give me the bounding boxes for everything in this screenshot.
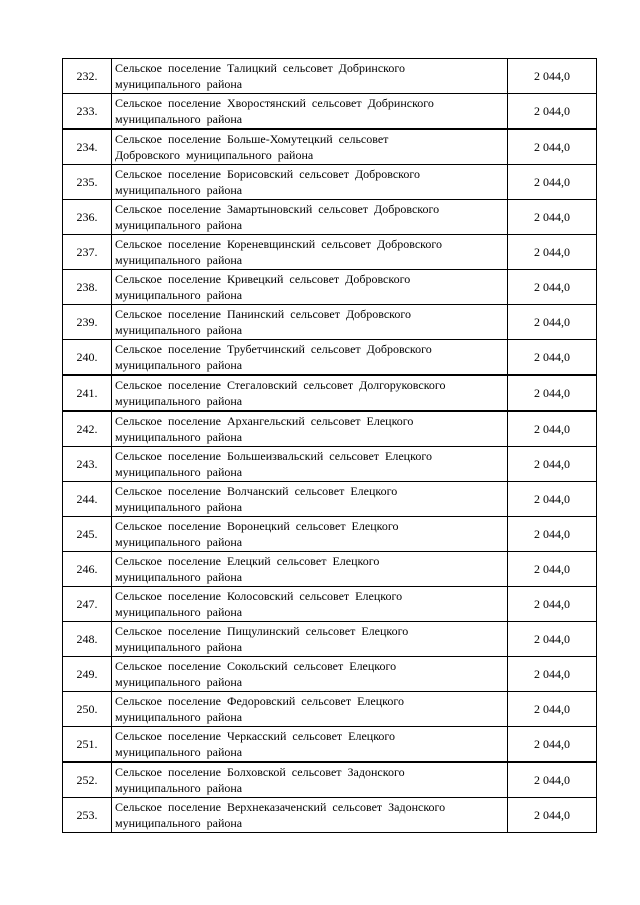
- amount: 2 044,0: [508, 200, 597, 235]
- table-row: [63, 657, 597, 692]
- row-number: 249.: [63, 657, 112, 692]
- settlement-name-line2: муниципального района: [115, 535, 243, 549]
- amount: 2 044,0: [508, 165, 597, 200]
- row-number: 242.: [63, 411, 112, 447]
- row-number: 241.: [63, 375, 112, 411]
- table-row: [63, 447, 597, 482]
- row-number: 252.: [63, 762, 112, 798]
- settlement-name-line1: Сельское поселение Черкасский сельсовет Елецкого: [115, 729, 396, 743]
- amount: 2 044,0: [508, 305, 597, 340]
- table-row: [63, 270, 597, 305]
- table-row: [63, 482, 597, 517]
- settlement-name-line2: муниципального района: [115, 253, 243, 267]
- settlement-name: [112, 340, 508, 376]
- row-number: 247.: [63, 587, 112, 622]
- table-row: [63, 762, 597, 798]
- table-row: [63, 622, 597, 657]
- allocation-table: [62, 58, 597, 833]
- table-row: [63, 411, 597, 447]
- settlement-name: [112, 447, 508, 482]
- row-number: 246.: [63, 552, 112, 587]
- amount: 2 044,0: [508, 270, 597, 305]
- row-number: 236.: [63, 200, 112, 235]
- table-row: [63, 552, 597, 587]
- amount: 2 044,0: [508, 552, 597, 587]
- table-row: [63, 165, 597, 200]
- table-row: [63, 587, 597, 622]
- settlement-name-line1: Сельское поселение Больше-Хомутецкий сельсовет: [115, 132, 389, 146]
- amount: 2 044,0: [508, 482, 597, 517]
- settlement-name-line1: Сельское поселение Пищулинский сельсовет Елецкого: [115, 624, 409, 638]
- settlement-name-line1: Сельское поселение Кривецкий сельсовет Добровского: [115, 272, 411, 286]
- table-row: [63, 798, 597, 833]
- settlement-name-line1: Сельское поселение Стегаловский сельсовет Долгоруковского: [115, 378, 446, 392]
- row-number: 237.: [63, 235, 112, 270]
- settlement-name-line1: Сельское поселение Замартыновский сельсовет Добровского: [115, 202, 440, 216]
- settlement-name-line1: Сельское поселение Елецкий сельсовет Елецкого: [115, 554, 380, 568]
- settlement-name-line2: муниципального района: [115, 816, 243, 830]
- table-row: [63, 59, 597, 94]
- settlement-name-line1: Сельское поселение Хворостянский сельсовет Добринского: [115, 96, 434, 110]
- settlement-name-line2: муниципального района: [115, 675, 243, 689]
- row-number: 239.: [63, 305, 112, 340]
- settlement-name: [112, 129, 508, 165]
- settlement-name-line2: муниципального района: [115, 218, 243, 232]
- table-row: [63, 200, 597, 235]
- settlement-name-line2: Добровского муниципального района: [115, 148, 314, 162]
- settlement-name-line1: Сельское поселение Верхнеказаченский сельсовет Задонского: [115, 800, 446, 814]
- amount: 2 044,0: [508, 411, 597, 447]
- row-number: 233.: [63, 94, 112, 130]
- settlement-name: [112, 517, 508, 552]
- amount: 2 044,0: [508, 622, 597, 657]
- settlement-name-line1: Сельское поселение Борисовский сельсовет Добровского: [115, 167, 421, 181]
- settlement-name-line1: Сельское поселение Талицкий сельсовет Добринского: [115, 61, 405, 75]
- amount: 2 044,0: [508, 762, 597, 798]
- settlement-name-line1: Сельское поселение Колосовский сельсовет Елецкого: [115, 589, 403, 603]
- amount: 2 044,0: [508, 340, 597, 376]
- table-body: [63, 59, 597, 833]
- row-number: 244.: [63, 482, 112, 517]
- settlement-name: [112, 482, 508, 517]
- settlement-name-line2: муниципального района: [115, 430, 243, 444]
- row-number: 248.: [63, 622, 112, 657]
- settlement-name-line1: Сельское поселение Кореневщинский сельсовет Добровского: [115, 237, 442, 251]
- settlement-name: [112, 165, 508, 200]
- settlement-name: [112, 235, 508, 270]
- amount: 2 044,0: [508, 727, 597, 763]
- settlement-name-line2: муниципального района: [115, 710, 243, 724]
- amount: 2 044,0: [508, 798, 597, 833]
- settlement-name-line2: муниципального района: [115, 288, 243, 302]
- settlement-name-line2: муниципального района: [115, 112, 243, 126]
- amount: 2 044,0: [508, 235, 597, 270]
- row-number: 232.: [63, 59, 112, 94]
- row-number: 240.: [63, 340, 112, 376]
- settlement-name: [112, 622, 508, 657]
- settlement-name-line2: муниципального района: [115, 77, 243, 91]
- table-row: [63, 305, 597, 340]
- settlement-name: [112, 270, 508, 305]
- settlement-name: [112, 411, 508, 447]
- settlement-name: [112, 200, 508, 235]
- settlement-name-line2: муниципального района: [115, 323, 243, 337]
- settlement-name-line2: муниципального района: [115, 570, 243, 584]
- amount: 2 044,0: [508, 517, 597, 552]
- row-number: 243.: [63, 447, 112, 482]
- settlement-name-line2: муниципального района: [115, 358, 243, 372]
- row-number: 245.: [63, 517, 112, 552]
- table-row: [63, 94, 597, 130]
- settlement-name-line1: Сельское поселение Сокольский сельсовет Елецкого: [115, 659, 397, 673]
- amount: 2 044,0: [508, 587, 597, 622]
- amount: 2 044,0: [508, 657, 597, 692]
- row-number: 234.: [63, 129, 112, 165]
- settlement-name-line1: Сельское поселение Болховской сельсовет Задонского: [115, 765, 405, 779]
- table-row: [63, 692, 597, 727]
- settlement-name-line2: муниципального района: [115, 465, 243, 479]
- amount: 2 044,0: [508, 447, 597, 482]
- settlement-name: [112, 552, 508, 587]
- table-row: [63, 129, 597, 165]
- settlement-name-line1: Сельское поселение Панинский сельсовет Добровского: [115, 307, 412, 321]
- row-number: 238.: [63, 270, 112, 305]
- settlement-name: [112, 798, 508, 833]
- settlement-name-line1: Сельское поселение Трубетчинский сельсовет Добровского: [115, 342, 432, 356]
- settlement-name-line2: муниципального района: [115, 500, 243, 514]
- settlement-name: [112, 587, 508, 622]
- table-row: [63, 235, 597, 270]
- table-row: [63, 517, 597, 552]
- table-row: [63, 375, 597, 411]
- settlement-name-line2: муниципального района: [115, 394, 243, 408]
- table-row: [63, 340, 597, 376]
- settlement-name-line2: муниципального района: [115, 745, 243, 759]
- settlement-name: [112, 727, 508, 763]
- row-number: 251.: [63, 727, 112, 763]
- amount: 2 044,0: [508, 59, 597, 94]
- row-number: 235.: [63, 165, 112, 200]
- settlement-name: [112, 375, 508, 411]
- settlement-name-line1: Сельское поселение Федоровский сельсовет Елецкого: [115, 694, 404, 708]
- settlement-name-line1: Сельское поселение Воронецкий сельсовет Елецкого: [115, 519, 399, 533]
- settlement-name: [112, 59, 508, 94]
- settlement-name-line1: Сельское поселение Архангельский сельсовет Елецкого: [115, 414, 414, 428]
- settlement-name-line2: муниципального района: [115, 605, 243, 619]
- settlement-name: [112, 305, 508, 340]
- row-number: 250.: [63, 692, 112, 727]
- settlement-name-line1: Сельское поселение Большеизвальский сельсовет Елецкого: [115, 449, 432, 463]
- settlement-name: [112, 692, 508, 727]
- settlement-name: [112, 657, 508, 692]
- amount: 2 044,0: [508, 375, 597, 411]
- settlement-name-line2: муниципального района: [115, 183, 243, 197]
- amount: 2 044,0: [508, 94, 597, 130]
- settlement-name: [112, 762, 508, 798]
- row-number: 253.: [63, 798, 112, 833]
- settlement-name-line2: муниципального района: [115, 781, 243, 795]
- settlement-name-line1: Сельское поселение Волчанский сельсовет Елецкого: [115, 484, 398, 498]
- amount: 2 044,0: [508, 129, 597, 165]
- table-row: [63, 727, 597, 763]
- amount: 2 044,0: [508, 692, 597, 727]
- settlement-name: [112, 94, 508, 130]
- settlement-name-line2: муниципального района: [115, 640, 243, 654]
